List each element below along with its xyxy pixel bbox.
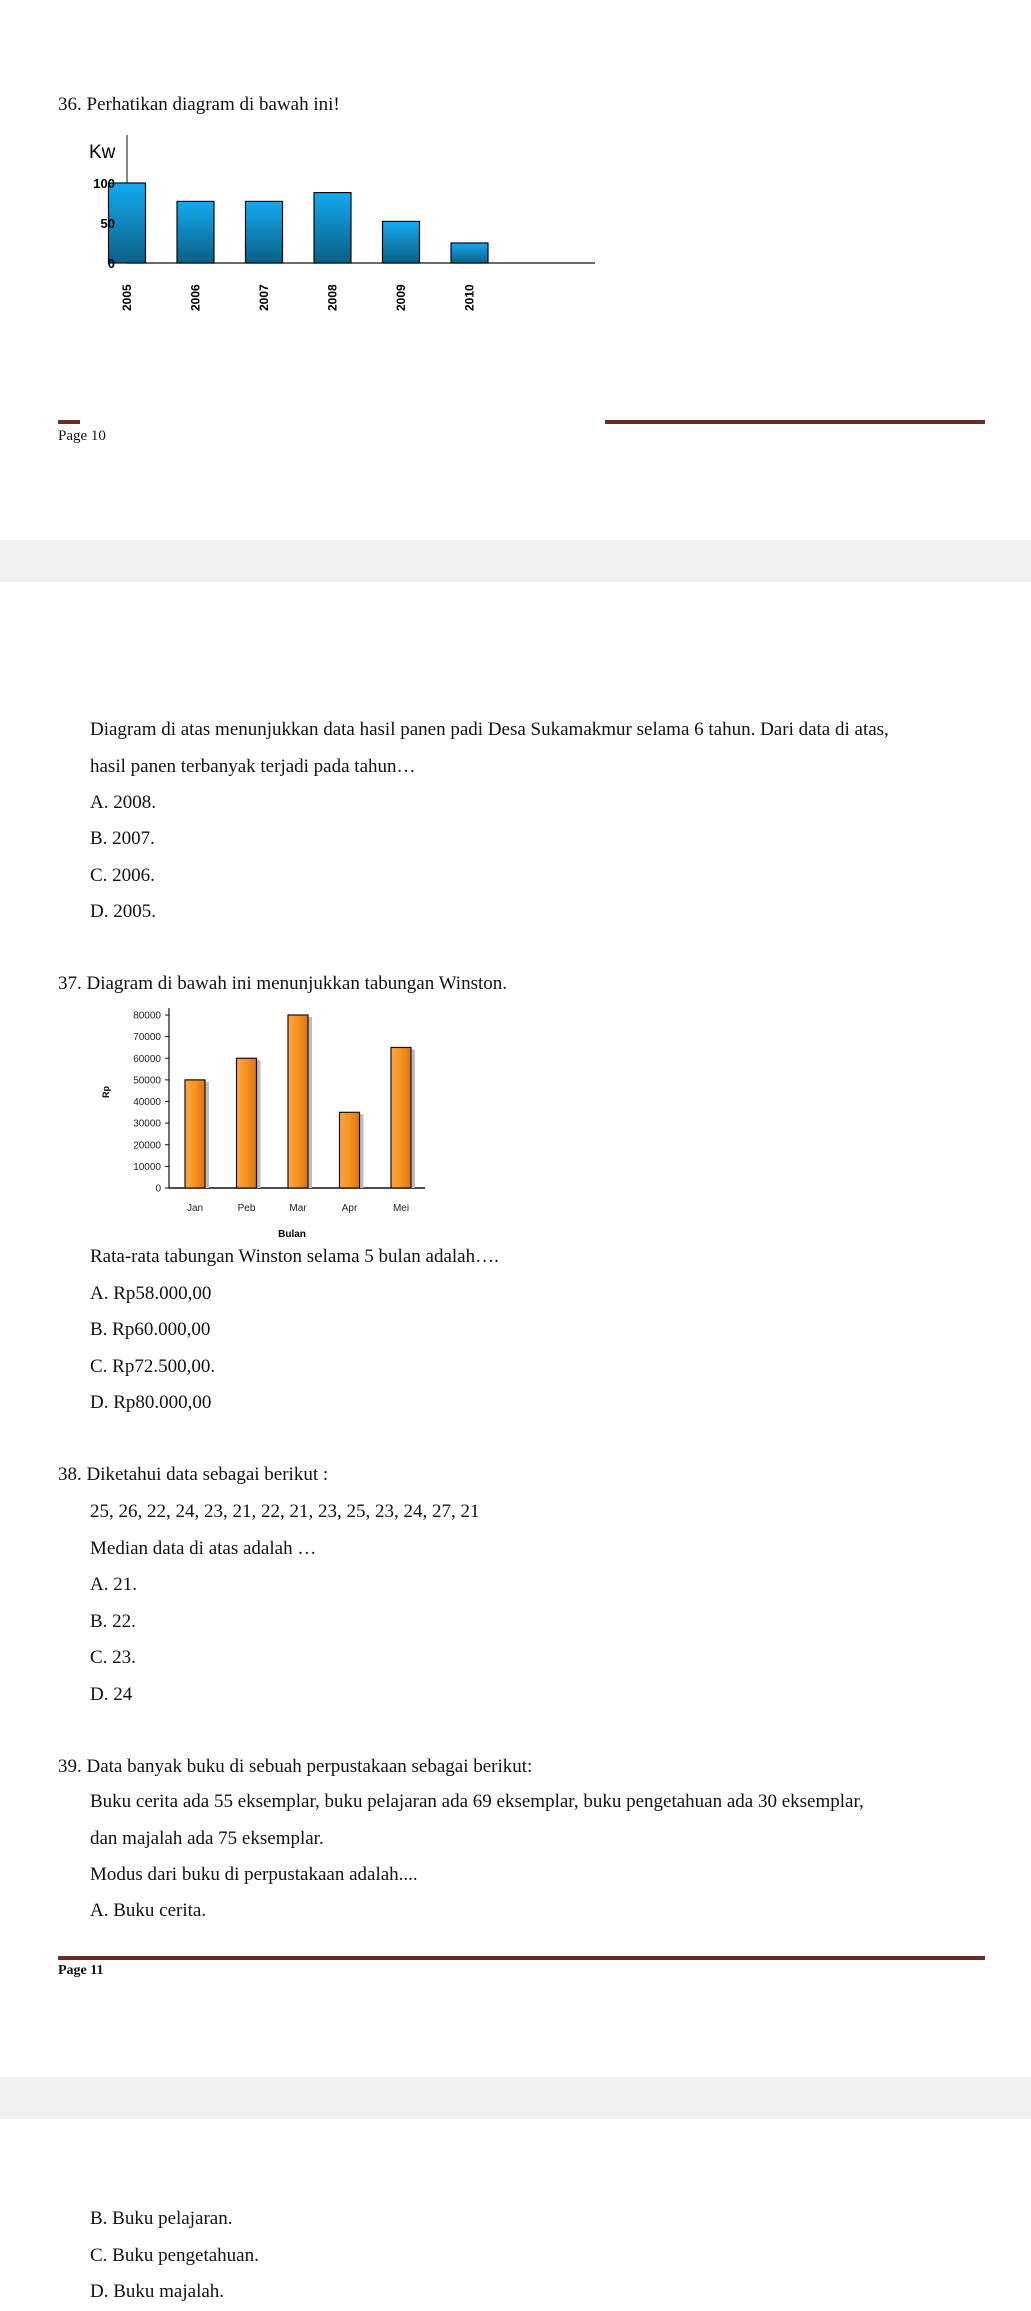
question-38-title: 38. Diketahui data sebagai berikut :: [58, 1464, 329, 1485]
x-tick-label: Mei: [392, 1203, 410, 1214]
y-tick-label: 40000: [133, 1097, 161, 1108]
q36-description-line2: hasil panen terbanyak terjadi pada tahun…: [90, 756, 416, 777]
q38-option-a: A. 21.: [90, 1574, 137, 1595]
bar-shadow-Jan: [205, 1082, 209, 1188]
x-tick-label: Peb: [237, 1203, 256, 1214]
question-37-title: 37. Diagram di bawah ini menunjukkan tabungan Winston.: [58, 973, 507, 994]
y-tick-label: 80000: [133, 1010, 161, 1022]
page-10-rule: [605, 420, 985, 424]
page-gap-2: [0, 2077, 1031, 2119]
y-tick-label: 50: [100, 216, 115, 231]
bar-2009: [383, 221, 420, 263]
question-36-title: 36. Perhatikan diagram di bawah ini!: [58, 94, 340, 115]
x-tick-label: 2010: [462, 284, 477, 311]
x-tick-label: 2008: [325, 284, 340, 311]
q37-option-a: A. Rp58.000,00: [90, 1283, 212, 1304]
q39-line1: Buku cerita ada 55 eksemplar, buku pelajaran ada 69 eksemplar, buku pengetahuan ada 30 eksemplar,: [90, 1791, 864, 1812]
x-tick-label: Apr: [341, 1203, 358, 1214]
q39-option-a: A. Buku cerita.: [90, 1900, 207, 1921]
x-tick-label: 2007: [257, 284, 271, 311]
bar-2008: [314, 193, 351, 263]
q38-option-c: C. 23.: [90, 1647, 136, 1668]
bar-shadow-Apr: [360, 1114, 364, 1188]
page-gap: [0, 540, 1031, 582]
page-11-rule: [58, 1956, 985, 1960]
q37-option-d: D. Rp80.000,00: [90, 1392, 212, 1413]
q39-option-d: D. Buku majalah.: [90, 2281, 225, 2302]
x-tick-label: 2005: [120, 284, 134, 311]
bar-2007: [246, 201, 283, 263]
bar-2010: [451, 243, 488, 263]
y-tick-label: 10000: [133, 1161, 161, 1173]
y-tick-label: 0: [107, 256, 115, 271]
q36-option-d: D. 2005.: [90, 901, 156, 922]
y-tick-label: 100: [93, 176, 115, 191]
bar-Apr: [340, 1112, 360, 1188]
y-tick-label: 20000: [133, 1140, 161, 1152]
q38-option-d: D. 24: [90, 1684, 133, 1705]
savings-bar-chart: [95, 1000, 445, 1245]
harvest-bar-chart: [55, 125, 615, 445]
x-tick-label: 2009: [394, 284, 408, 311]
q39-prompt: Modus dari buku di perpustakaan adalah....: [90, 1864, 418, 1885]
q37-prompt: Rata-rata tabungan Winston selama 5 bulan adalah….: [90, 1246, 499, 1267]
q36-option-a: A. 2008.: [90, 792, 156, 813]
q39-line2: dan majalah ada 75 eksemplar.: [90, 1828, 324, 1849]
q36-description-line1: Diagram di atas menunjukkan data hasil panen padi Desa Sukamakmur selama 6 tahun. Dari data di atas,: [90, 719, 889, 740]
q39-option-b: B. Buku pelajaran.: [90, 2208, 233, 2229]
bar-2006: [177, 201, 214, 263]
page-10-marker: [58, 420, 80, 424]
bar-Mei: [391, 1047, 411, 1188]
x-tick-label: Jan: [186, 1203, 204, 1214]
q39-option-c: C. Buku pengetahuan.: [90, 2245, 259, 2266]
q37-option-b: B. Rp60.000,00: [90, 1319, 211, 1340]
bar-shadow-Mei: [411, 1049, 415, 1188]
x-tick-label: Mar: [289, 1203, 307, 1214]
y-axis-label: Rp: [101, 1086, 111, 1098]
bar-Jan: [185, 1080, 205, 1188]
page-11-label: Page 11: [58, 1963, 104, 1978]
q38-option-b: B. 22.: [90, 1611, 136, 1632]
x-tick-label: 2006: [188, 284, 203, 311]
bar-shadow-Mar: [308, 1017, 312, 1188]
q37-option-c: C. Rp72.500,00.: [90, 1356, 216, 1377]
page-10-label: Page 10: [58, 428, 106, 444]
q38-prompt: Median data di atas adalah …: [90, 1538, 317, 1559]
x-axis-label: Bulan: [278, 1229, 306, 1240]
question-39-title: 39. Data banyak buku di sebuah perpustakaan sebagai berikut:: [58, 1756, 533, 1777]
bar-Mar: [288, 1015, 308, 1188]
y-tick-label: 70000: [133, 1032, 161, 1044]
y-tick-label: 0: [155, 1183, 161, 1195]
y-tick-label: 50000: [133, 1075, 161, 1087]
q38-data-line: 25, 26, 22, 24, 23, 21, 22, 21, 23, 25, 23, 24, 27, 21: [90, 1501, 480, 1522]
bar-Peb: [237, 1058, 257, 1188]
y-axis-label: Kw: [89, 142, 116, 163]
y-tick-label: 60000: [133, 1053, 161, 1065]
bar-shadow-Peb: [257, 1060, 261, 1188]
q36-option-c: C. 2006.: [90, 865, 155, 886]
y-tick-label: 30000: [133, 1118, 161, 1130]
q36-option-b: B. 2007.: [90, 828, 155, 849]
